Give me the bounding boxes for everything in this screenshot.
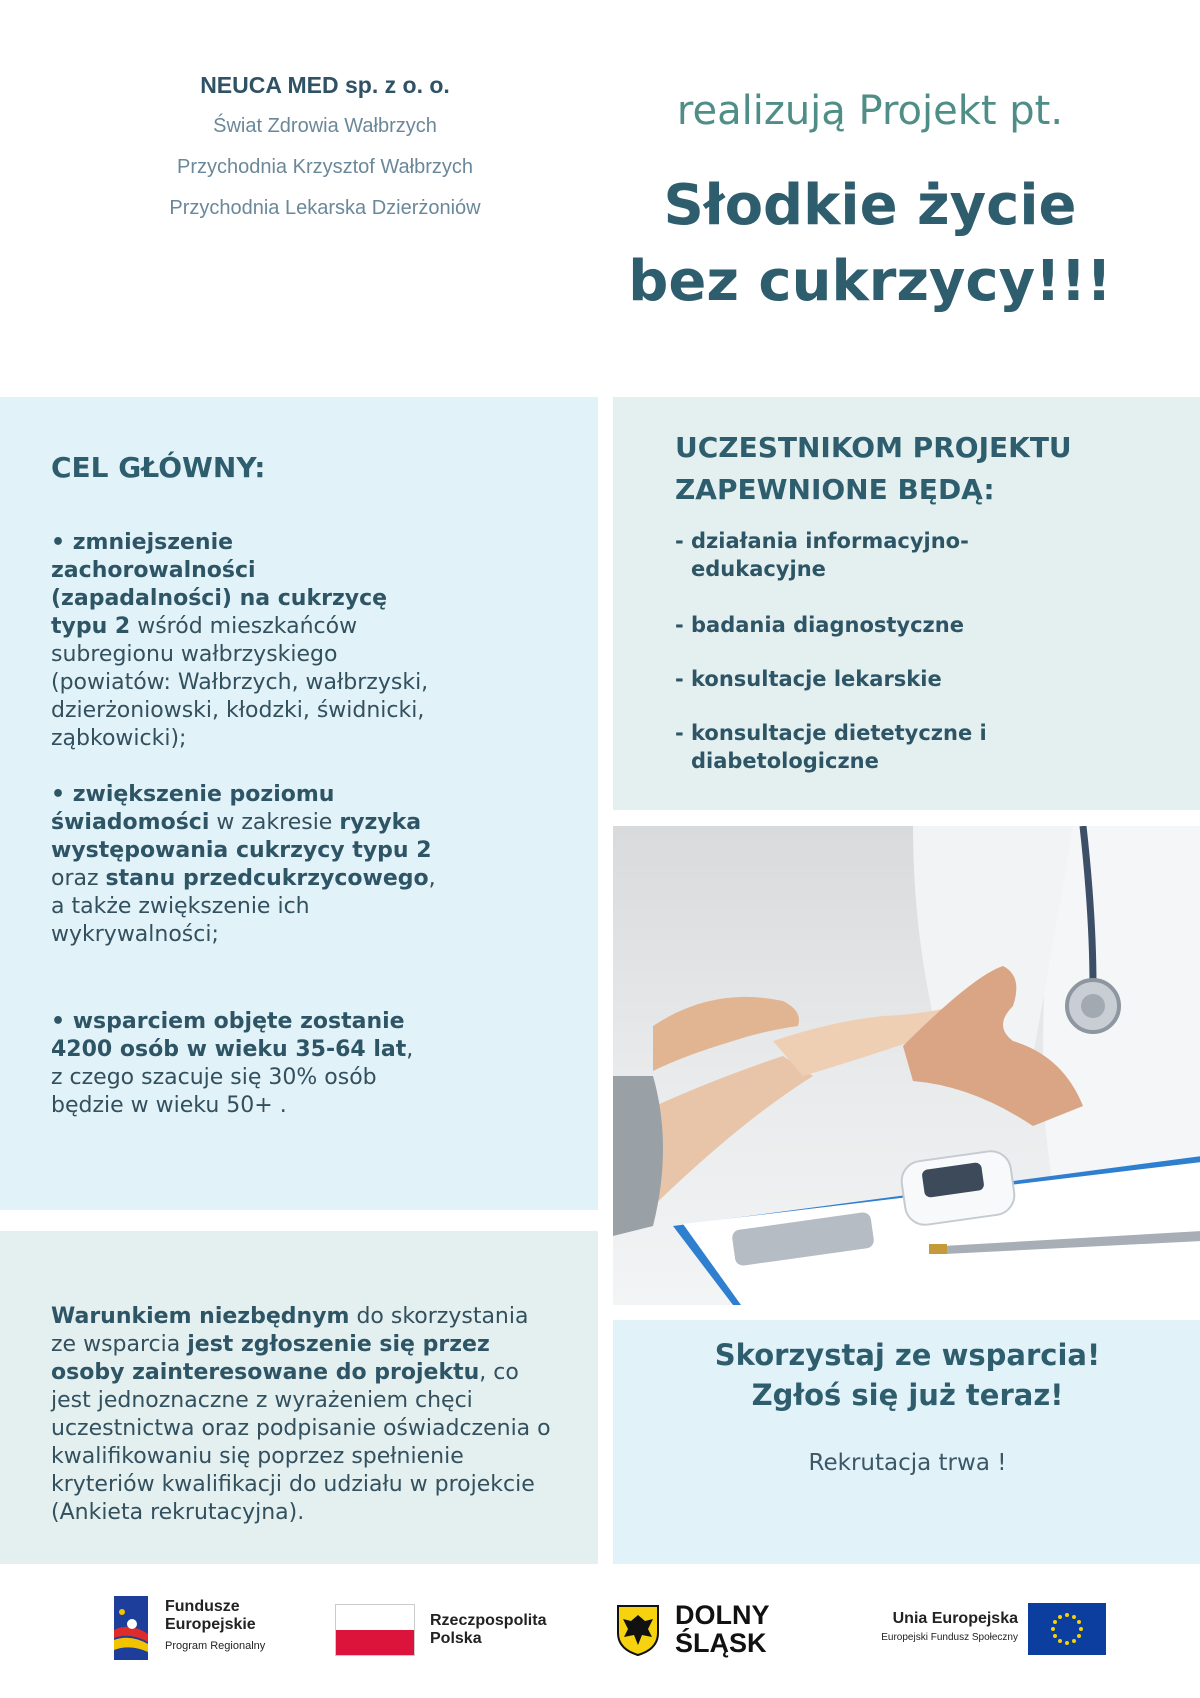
goal-bullet-2-text-b: oraz (51, 866, 106, 891)
goal-bullet-2 (51, 781, 441, 949)
goal-bullet-2-bold-a: • zwiększenie poziomu świadomości (51, 782, 335, 835)
project-title-line-1: Słodkie życie (663, 173, 1077, 238)
goal-bullet-2-text-c: , a także zwiększenie ich wykrywalności; (51, 866, 436, 947)
fe-emblem-icon (110, 1594, 152, 1662)
goal-bullet-1-bold: • zmniejszenie zachorowalności (zapadalności) na cukrzycę typu 2 (51, 530, 388, 639)
goal-panel (0, 397, 598, 1210)
ue-text (820, 1610, 1018, 1643)
goal-bullet-1 (51, 529, 441, 753)
rp-line-1: Rzeczpospolita (430, 1612, 547, 1629)
ds-text (675, 1601, 770, 1657)
participants-panel (613, 397, 1200, 810)
participants-item-1-line-1: - działania informacyjno- (675, 529, 969, 553)
polish-flag-icon (335, 1604, 415, 1656)
fe-line-1: Fundusze (165, 1598, 240, 1615)
goal-bullet-3-bold: • wsparciem objęte zostanie 4200 osób w wieku 35-64 lat (51, 1009, 407, 1062)
eu-flag-icon (1028, 1603, 1106, 1655)
participants-item-4-line-2: diabetologiczne (691, 749, 879, 773)
condition-bold-b: jest zgłoszenie się przez osoby zainteresowane do projektu (51, 1332, 490, 1385)
project-intro: realizują Projekt pt. (676, 88, 1064, 134)
goal-heading: CEL GŁÓWNY: (51, 451, 266, 484)
fe-text (165, 1598, 265, 1655)
organization-name: NEUCA MED sp. z o. o. (200, 72, 450, 98)
cta-line-1: Skorzystaj ze wsparcia! (714, 1338, 1101, 1372)
participants-item-4-line-1: - konsultacje dietetyczne i (675, 721, 987, 745)
participants-heading (675, 427, 1072, 511)
project-title-line-2: bez cukrzycy!!! (628, 249, 1112, 314)
dolny-slask-crest-icon (615, 1603, 661, 1657)
org-line-2: Przychodnia Krzysztof Wałbrzych (176, 156, 473, 178)
condition-bold-a: Warunkiem niezbędnym (51, 1304, 350, 1329)
fe-line-2: Europejskie (165, 1616, 256, 1633)
photo-illustration (613, 826, 1200, 1305)
ds-line-1: DOLNY (675, 1600, 770, 1630)
eagle-crest-icon (615, 1603, 661, 1657)
condition-text (51, 1303, 551, 1527)
goal-bullet-3-text: z czego szacuje się 30% osób będzie w wieku 50+ . (51, 1065, 377, 1118)
goal-bullet-3-comma: , (406, 1037, 414, 1062)
cta-line-2: Zgłoś się już teraz! (751, 1378, 1064, 1412)
eu-stars-icon (1028, 1603, 1106, 1655)
condition-panel (0, 1231, 598, 1564)
condition-text-a: do skorzystania ze wsparcia (51, 1304, 529, 1357)
goal-bullet-2-bold-b: ryzyka występowania cukrzycy typu 2 (51, 810, 432, 863)
cta-text (613, 1335, 1200, 1415)
participants-item-2: - badania diagnostyczne (675, 613, 964, 637)
ue-line-1: Unia Europejska (892, 1610, 1018, 1627)
participants-item-4 (675, 719, 987, 775)
goal-bullet-2-bold-c: stanu przedcukrzycowego (105, 866, 429, 891)
participants-heading-line-1: UCZESTNIKOM PROJEKTU (675, 431, 1072, 464)
org-line-3: Przychodnia Lekarska Dzierżoniów (169, 197, 481, 219)
ds-line-2: ŚLĄSK (675, 1628, 767, 1658)
rp-line-2: Polska (430, 1630, 482, 1647)
ue-line-2: Europejski Fundusz Społeczny (881, 1632, 1018, 1643)
rp-text (430, 1612, 546, 1648)
fundusze-europejskie-logo (110, 1594, 152, 1662)
condition-text-b: , co jest jednoznaczne z wyrażeniem chęci uczestnictwa oraz podpisanie oświadczenia o kwalifikowaniu się poprzez spełnienie kryteriów kwalifikacji do udziału w projekcie (Ankieta rekrutacyjna). (51, 1360, 551, 1525)
goal-bullet-2-text-a: w zakresie (209, 810, 340, 835)
participants-item-1-line-2: edukacyjne (691, 557, 826, 581)
participants-heading-line-2: ZAPEWNIONE BĘDĄ: (675, 473, 995, 506)
participants-item-3: - konsultacje lekarskie (675, 667, 942, 691)
fe-line-3: Program Regionalny (165, 1640, 266, 1652)
recruitment-status: Rekrutacja trwa ! (808, 1450, 1007, 1476)
cta-panel (613, 1320, 1200, 1564)
goal-bullet-3 (51, 1008, 441, 1120)
participants-item-1 (675, 527, 969, 583)
project-title (620, 168, 1120, 320)
doctor-patient-photo (613, 826, 1200, 1305)
org-line-1: Świat Zdrowia Wałbrzych (213, 115, 437, 137)
goal-bullet-1-text: wśród mieszkańców subregionu wałbrzyskiego (powiatów: Wałbrzych, wałbrzyski, dzierżoniowski, kłodzki, świdnicki, ząbkowicki); (51, 614, 429, 751)
